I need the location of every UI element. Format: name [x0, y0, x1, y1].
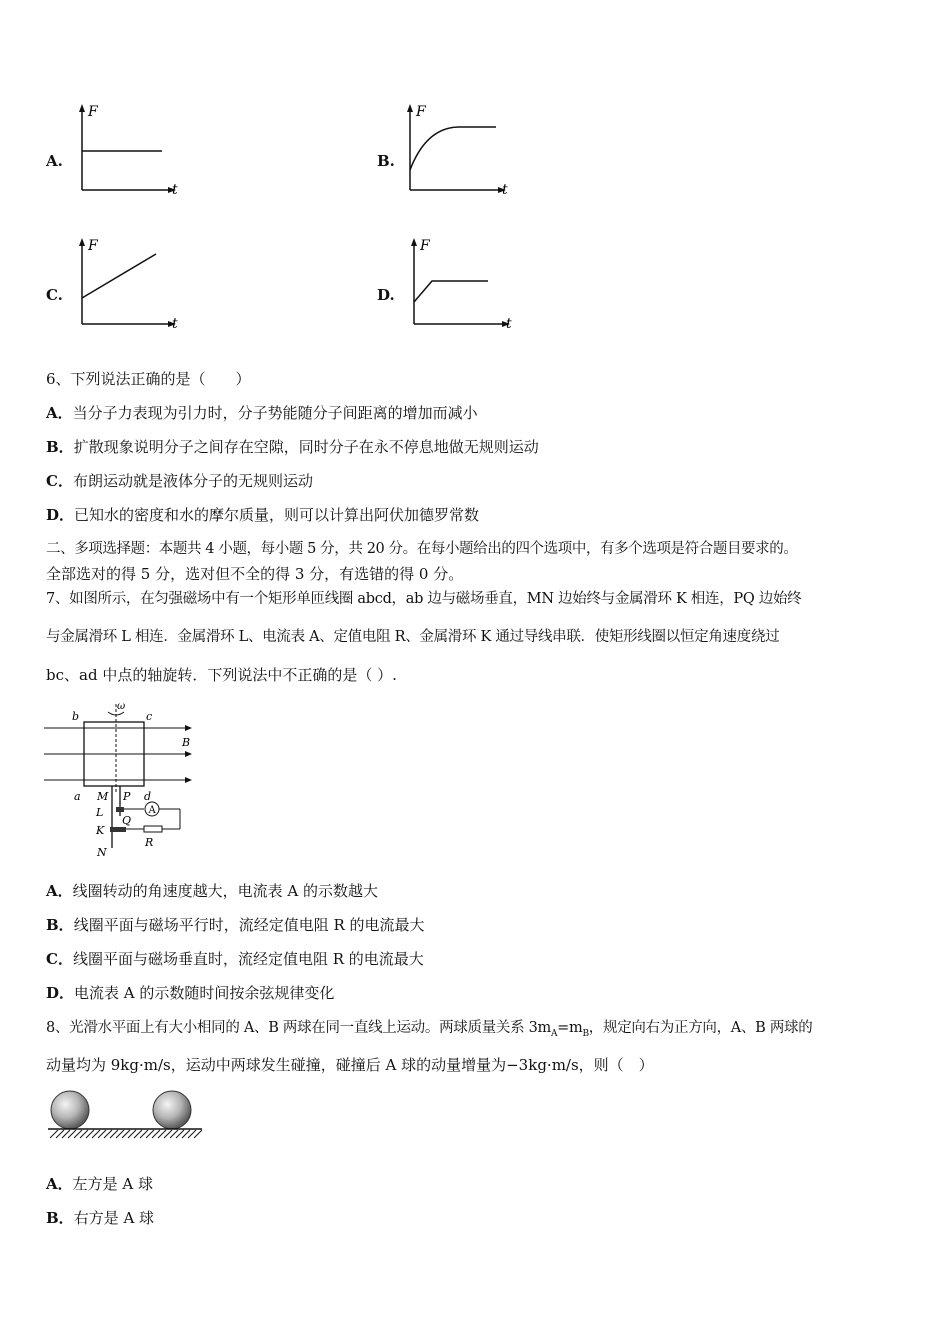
section2-line1: 二、多项选择题：本题共 4 小题，每小题 5 分，共 20 分。在每小题给出的四个选项中，有多个选项是符合题目要求的。	[46, 541, 798, 557]
q7-circuit-figure	[40, 698, 200, 860]
q8-option-b: B．右方是 A 球	[46, 1209, 155, 1227]
q8-line2: 动量均为 9kg·m/s，运动中两球发生碰撞，碰撞后 A 球的动量增量为−3kg·m/s，则（ ）	[46, 1056, 654, 1074]
graph-c	[70, 234, 190, 334]
q7-option-a: A．线圈转动的角速度越大，电流表 A 的示数越大	[46, 882, 379, 900]
q7-label-Q: Q	[122, 814, 132, 827]
graph-d-label: D.	[377, 286, 395, 304]
q7-line1: 7、如图所示，在匀强磁场中有一个矩形单匝线圈 abcd，ab 边与磁场垂直，MN 边始终与金属滑环 K 相连，PQ 边始终	[46, 591, 802, 607]
q6-option-d: D．已知水的密度和水的摩尔质量，则可以计算出阿伏加德罗常数	[46, 506, 480, 524]
q7-label-K: K	[96, 824, 105, 837]
graph-b-label: B.	[377, 152, 395, 170]
q6-option-c: C．布朗运动就是液体分子的无规则运动	[46, 472, 313, 490]
q7-label-b: b	[72, 710, 80, 723]
q7-option-d: D．电流表 A 的示数随时间按余弦规律变化	[46, 984, 335, 1002]
graph-a-axis-t: t	[172, 182, 178, 198]
graph-b-axis-f: F	[416, 104, 426, 120]
q7-label-c: c	[146, 710, 153, 723]
q7-label-L: L	[96, 806, 104, 819]
q7-line3: bc、ad 中点的轴旋转．下列说法中不正确的是（ ）.	[46, 666, 397, 684]
graph-d-axis-f: F	[420, 238, 430, 254]
q7-label-d: d	[144, 790, 152, 803]
graph-a-axis-f: F	[88, 104, 98, 120]
q7-label-omega: ω	[117, 701, 126, 712]
q8-option-a: A．左方是 A 球	[46, 1175, 154, 1193]
q6-option-b: B．扩散现象说明分子之间存在空隙，同时分子在永不停息地做无规则运动	[46, 438, 539, 456]
q6-option-a: A．当分子力表现为引力时，分子势能随分子间距离的增加而减小	[46, 404, 478, 422]
q6-stem: 6、下列说法正确的是（ ）	[46, 370, 251, 388]
q7-label-N: N	[97, 846, 107, 859]
q7-label-M: M	[97, 790, 109, 803]
graph-c-label: C.	[46, 286, 63, 304]
q7-label-B: B	[182, 736, 191, 749]
graph-d-axis-t: t	[506, 316, 512, 332]
graph-b-axis-t: t	[502, 182, 508, 198]
q8-ball-left	[51, 1091, 89, 1129]
q7-option-c: C．线圈平面与磁场垂直时，流经定值电阻 R 的电流最大	[46, 950, 424, 968]
graph-c-axis-f: F	[88, 238, 98, 254]
graph-c-axis-t: t	[172, 316, 178, 332]
q8-balls-figure	[44, 1088, 209, 1144]
graph-a	[70, 100, 190, 200]
graph-b	[398, 100, 518, 200]
q7-label-ammeter: A	[148, 805, 156, 816]
q7-label-P: P	[123, 790, 131, 803]
q8-line1: 8、光滑水平面上有大小相同的 A、B 两球在同一直线上运动。两球质量关系 $3m_A=m_B$，规定向右为正方向，A、B 两球的	[46, 1020, 813, 1039]
q7-label-a: a	[74, 790, 81, 803]
q7-line2: 与金属滑环 L 相连．金属滑环 L、电流表 A、定值电阻 R、金属滑环 K 通过导线串联．使矩形线圈以恒定角速度绕过	[46, 629, 780, 645]
section2-line2: 全部选对的得 5 分，选对但不全的得 3 分，有选错的得 0 分。	[46, 565, 464, 583]
graph-a-label: A.	[46, 152, 63, 170]
q7-option-b: B．线圈平面与磁场平行时，流经定值电阻 R 的电流最大	[46, 916, 425, 934]
graph-d	[402, 234, 522, 334]
q7-label-R: R	[145, 836, 154, 849]
q8-ball-right	[153, 1091, 191, 1129]
